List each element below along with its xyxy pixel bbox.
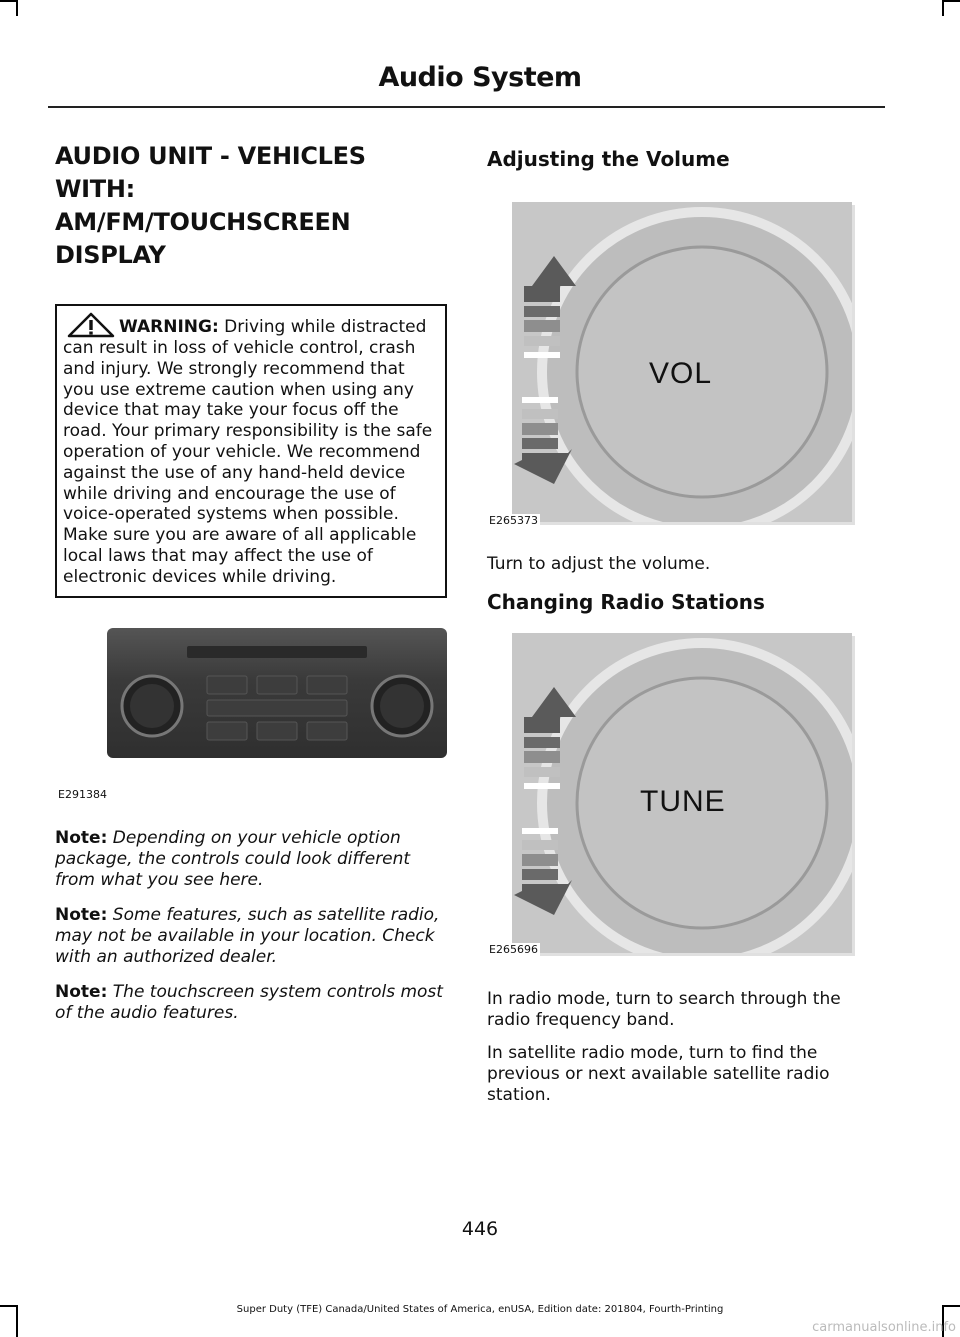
section-title-line: DISPLAY: [55, 241, 166, 269]
audio-console-illustration: [107, 628, 447, 758]
notes: [55, 828, 447, 1024]
warning-triangle-icon: [63, 312, 119, 338]
note-text: Some features, such as satellite radio, may not be available in your location. Check with an authorized dealer.: [55, 904, 440, 967]
warning-label: WARNING:: [119, 317, 219, 337]
figure-id: E265696: [489, 943, 538, 956]
warning-text: Driving while distracted can result in loss of vehicle control, crash and injury. We strongly recommend that you use extreme caution when using any device that may take your focus off the road. Your primary responsibility is the safe operation of your vehicle. We recommend against the use of any hand-held device while driving and encourage the use of voice-operated systems when possible. Make sure you are aware of all applicable local laws that may affect the use of electronic devices while driving.: [63, 317, 433, 587]
crop-mark: [942, 0, 960, 2]
stations-section-title: Changing Radio Stations: [487, 590, 765, 614]
note-paragraph: [55, 828, 447, 891]
note-text: The touchscreen system controls most of the audio features.: [55, 981, 443, 1023]
right-column: [487, 140, 882, 1106]
note-text: Depending on your vehicle option package, the controls could look different from what you see here.: [55, 827, 411, 890]
page-number: 446: [461, 1218, 499, 1240]
vol-knob-label: VOL: [649, 357, 713, 390]
warning-box: [55, 304, 447, 598]
crop-mark: [942, 0, 944, 16]
audio-console-figure: [55, 614, 447, 806]
section-title-line: AM/FM/TOUCHSCREEN: [55, 208, 351, 236]
tune-knob-label: TUNE: [640, 785, 726, 818]
note-paragraph: [55, 905, 447, 968]
volume-knob-figure: [487, 202, 857, 532]
note-label: Note:: [55, 981, 108, 1002]
note-label: Note:: [55, 827, 108, 848]
note-label: Note:: [55, 904, 108, 925]
satellite-mode-paragraph: In satellite radio mode, turn to find the previous or next available satellite radio station.: [487, 1043, 830, 1105]
page-footer: Super Duty (TFE) Canada/United States of America, enUSA, Edition date: 201804, Fourth-Printing: [236, 1304, 724, 1315]
figure-id: E291384: [58, 787, 107, 801]
section-title-line: AUDIO UNIT - VEHICLES WITH:: [55, 142, 366, 203]
radio-mode-paragraph: In radio mode, turn to search through the radio frequency band.: [487, 989, 841, 1030]
volume-caption: Turn to adjust the volume.: [487, 554, 711, 574]
section-title: [55, 140, 447, 272]
page-header-title: Audio System: [378, 62, 582, 93]
volume-section-title: Adjusting the Volume: [487, 147, 730, 171]
left-column: [55, 140, 447, 1038]
tune-knob-figure: [487, 633, 857, 963]
audio-console-image: [107, 628, 447, 758]
note-paragraph: [55, 982, 447, 1024]
figure-id: E265373: [489, 514, 538, 527]
header-divider: [48, 106, 885, 108]
watermark: carmanualsonline.info: [812, 1320, 956, 1335]
crop-mark: [16, 0, 18, 16]
